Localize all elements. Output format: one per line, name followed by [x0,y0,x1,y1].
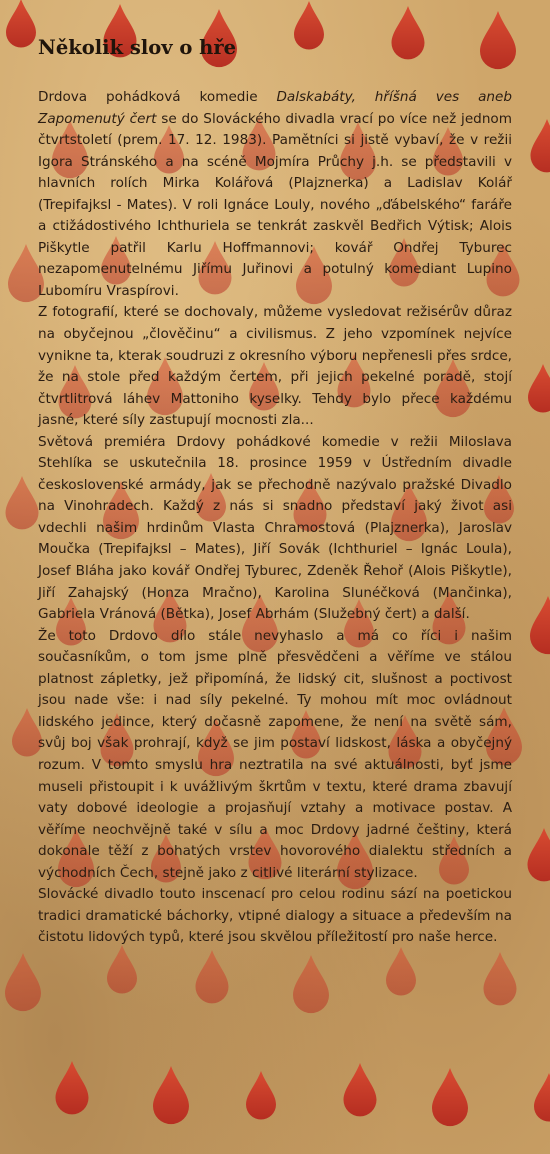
blood-drop-icon [432,1068,468,1126]
paragraph-4: Že toto Drdovo dílo stále nevyhaslo a má co říci i našim současníkům, o tom jsme plně přesvědčeni a věříme ve stálou platnost zápletky, jež připomíná, že lidský cit, slušnost a poctivost jsou nade vše: i nad síly pekelné. Ty mohou mít moc ovládnout lidského jedince, který dočasně zapomene, že není na světě sám, svůj boj však prohrají, když se jim postaví lidskost, láska a obyčejný rozum. V tomto smyslu hra neztratila na své aktuálnosti, byť jsme museli přistoupit i k uvážlivým škrtům v textu, které drama zbavují vaty dobové ideologie a projasňují vztahy a motivace postav. A věříme neochvějně také v sílu a moc Drdovy jadrné češtiny, která dokonale těží z bohatých vrstev hovorového dialektu středních a východních Čech, stejně jako z citlivé literární stylizace. [38,627,512,881]
play-title: Dalskabáty, hříšná ves aneb Zapomenutý čert [38,89,513,127]
blood-drop-icon [293,955,329,1013]
blood-drop-icon [107,945,137,993]
blood-drop-icon [5,953,41,1011]
paragraph-5: Slovácké divadlo touto inscenací pro celou rodinu sází na poetickou tradici dramatické báchorky, vtipné dialogy a situace a především na čistotu lidových typů, které jsou skvělou příležitostí pro naše herce. [38,886,512,946]
page-title: Několik slov o hře [38,36,237,59]
blood-drop-icon [6,0,36,47]
blood-drop-icon [528,364,550,412]
blood-drop-icon [534,1073,550,1121]
blood-drop-icon [528,828,550,881]
paragraph-3: Světová premiéra Drdovy pohádkové komedie v režii Miloslava Stehlíka se uskutečnila 18. prosince 1959 v Ústředním divadle československé armády, jak se přechodně nazývalo pražské Divadlo na Vinohradech. Každý z nás si snadno představí jaký život asi vdechli našim hrdinům Vlasta Chramostová (Plajznerka), Jaroslav Moučka (Trepifajksl – Mates), Jiří Sovák (Ichthuriel – Ignác Loula), Josef Bláha jako kovář Ondřej Tyburec, Zdeněk Řehoř (Alois Piškytle), Jiří Zahajský (Honza Mračno), Karolina Slunéčková (Mančinka), Gabriela Vránová (Bětka), Josef Abrhám (Služebný čert) a další. [38,433,512,623]
blood-drop-icon [484,952,517,1005]
paragraph-1-rest: se do Slováckého divadla vrací po více než jednom čtvrtstoletí (prem. 17. 12. 1983). Pamětníci si jistě vybaví, že v režii Igora Stránského a na scéně Mojmíra Průchy j.h. se představili v hlavních rolích Mirka Kolářová (Plajznerka) a Ladislav Kolář (Trepifajksl - Mates). V roli Ignáce Louly, nového „ďábelského“ faráře a ctižádostivého Ichthuriela se tenkrát zaskvěl Bedřich Výtisk; Alois Piškytle patřil Karlu Hoffmannovi; kovář Ondřej Tyburec nezapomenutelnému Jiřímu Juřinovi a potulný komediant Lupino Lubomíru Vraspírovi. [38,110,512,299]
blood-drop-icon [386,947,416,995]
paragraph-1 [38,87,512,302]
paragraph-1-lead: Drdova pohádková komedie [38,89,277,105]
blood-drop-icon [6,476,39,529]
blood-drop-icon [56,1061,89,1114]
article [38,36,512,949]
blood-drop-icon [196,950,229,1003]
blood-drop-icon [530,596,550,654]
paragraph-2: Z fotografií, které se dochovaly, můžeme vysledovat režisérův důraz na obyčejnou „člověčinu“ a civilismus. Z jeho vzpomínek nejvíce vynikne ta, kterak soudruzi z okresního výboru nepřenesli přes srdce, že na stole před každým čertem, při jejich pekelné poradě, stojí čtvrtlitrová láhev Mattoniho kyselky. Tehdy bylo přece každému jasné, které síly zastupují mocnosti zla... [38,304,512,429]
blood-drop-icon [246,1071,276,1119]
blood-drop-icon [344,1063,377,1116]
blood-drop-icon [153,1066,189,1124]
blood-drop-icon [531,119,550,172]
